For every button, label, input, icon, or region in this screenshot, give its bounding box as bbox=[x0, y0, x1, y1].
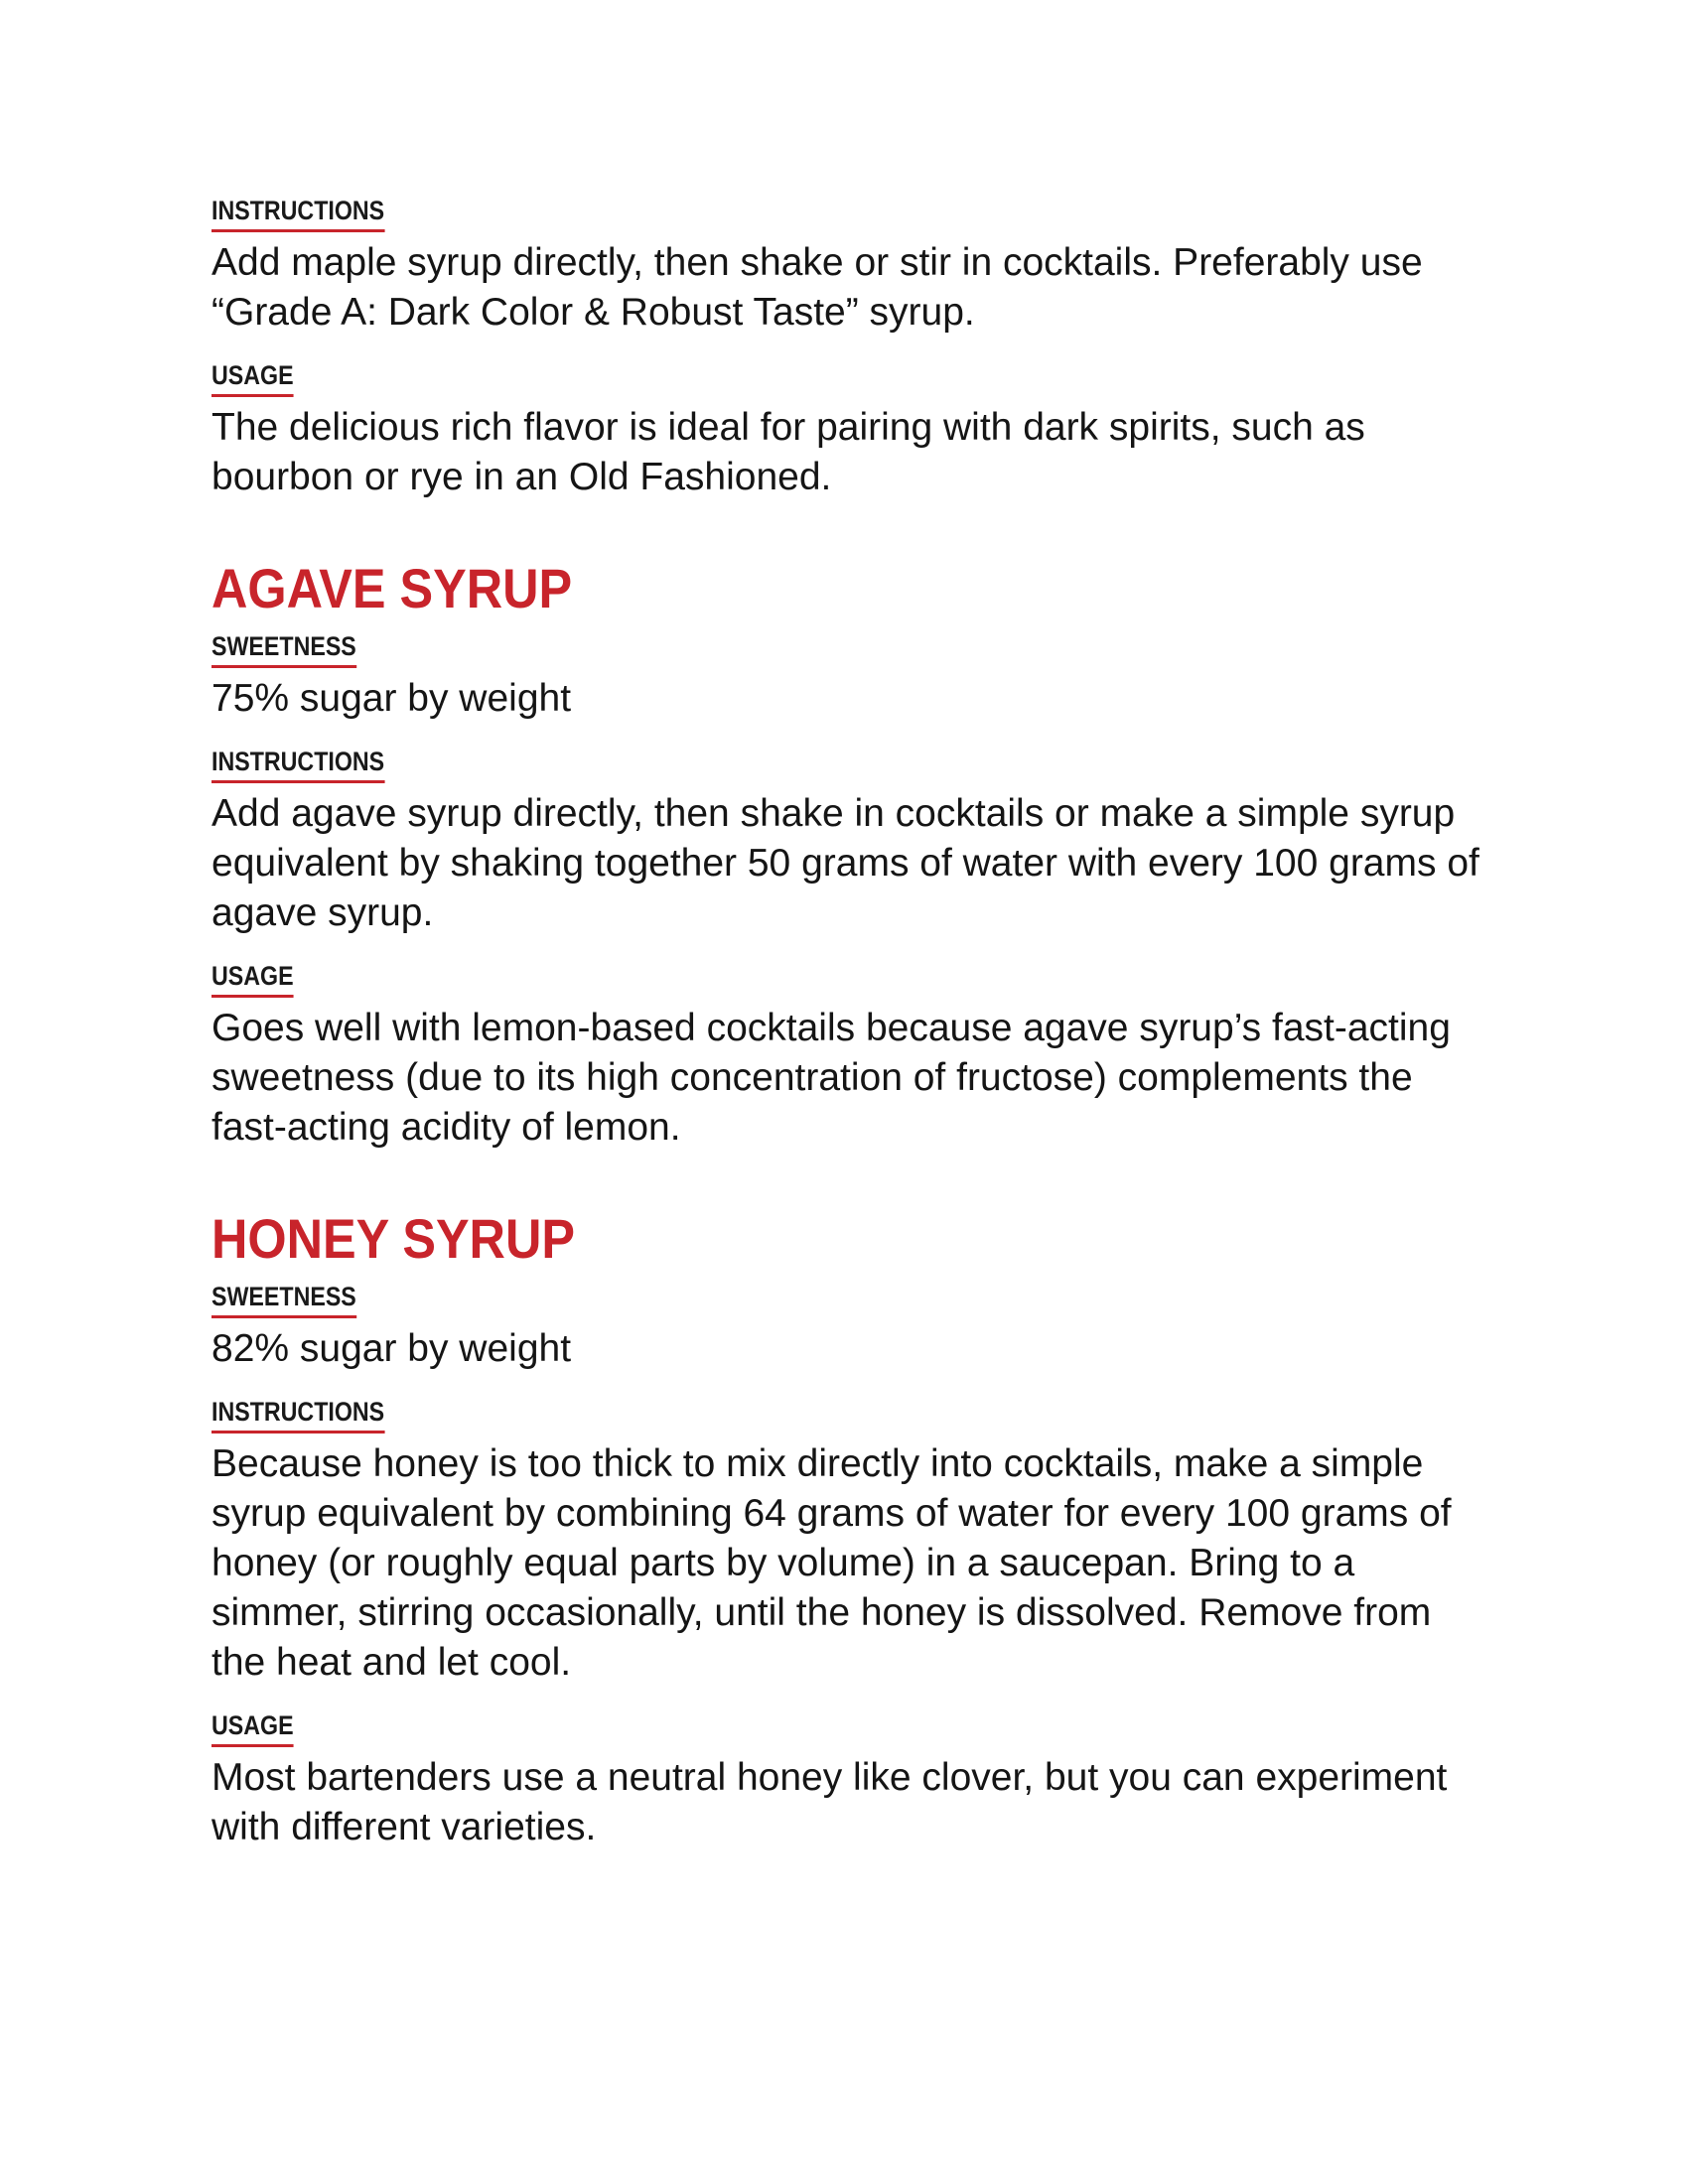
agave-sweetness-field bbox=[211, 630, 1492, 724]
usage-label: USAGE bbox=[211, 359, 294, 397]
usage-label: USAGE bbox=[211, 960, 294, 998]
instructions-label: INSTRUCTIONS bbox=[211, 195, 384, 232]
sweetness-label: SWEETNESS bbox=[211, 1281, 356, 1318]
document-page bbox=[211, 195, 1492, 1852]
agave-syrup-title: AGAVE SYRUP bbox=[211, 557, 573, 619]
maple-instructions-field bbox=[211, 195, 1492, 338]
usage-label: USAGE bbox=[211, 1709, 294, 1747]
honey-usage-field bbox=[211, 1709, 1492, 1852]
instructions-label: INSTRUCTIONS bbox=[211, 746, 384, 783]
maple-usage-field bbox=[211, 359, 1492, 502]
maple-usage-text: The delicious rich flavor is ideal for pairing with dark spirits, such as bourbon or rye in an Old Fashioned. bbox=[211, 406, 1365, 498]
instructions-label: INSTRUCTIONS bbox=[211, 1396, 384, 1433]
agave-sweetness-text: 75% sugar by weight bbox=[211, 677, 572, 720]
honey-usage-text: Most bartenders use a neutral honey like clover, but you can experiment with different varieties. bbox=[211, 1756, 1448, 1848]
agave-usage-text: Goes well with lemon-based cocktails because agave syrup’s fast-acting sweetness (due to its high concentration of fructose) complements the fast-acting acidity of lemon. bbox=[211, 1007, 1451, 1149]
honey-sweetness-text: 82% sugar by weight bbox=[211, 1327, 572, 1370]
maple-instructions-text: Add maple syrup directly, then shake or stir in cocktails. Preferably use “Grade A: Dark Color & Robust Taste” syrup. bbox=[211, 241, 1423, 334]
honey-sweetness-field bbox=[211, 1281, 1492, 1374]
agave-instructions-text: Add agave syrup directly, then shake in cocktails or make a simple syrup equivalent by shaking together 50 grams of water with every 100 grams of agave syrup. bbox=[211, 792, 1479, 934]
sweetness-label: SWEETNESS bbox=[211, 630, 356, 668]
honey-instructions-text: Because honey is too thick to mix directly into cocktails, make a simple syrup equivalent by combining 64 grams of water for every 100 grams of honey (or roughly equal parts by volume) in a saucepan. Bring to a simmer, stirring occasionally, until the honey is dissolved. Remove from the heat and let cool. bbox=[211, 1442, 1452, 1684]
agave-instructions-field bbox=[211, 746, 1492, 938]
honey-instructions-field bbox=[211, 1396, 1492, 1688]
honey-syrup-title: HONEY SYRUP bbox=[211, 1207, 575, 1270]
agave-usage-field bbox=[211, 960, 1492, 1153]
